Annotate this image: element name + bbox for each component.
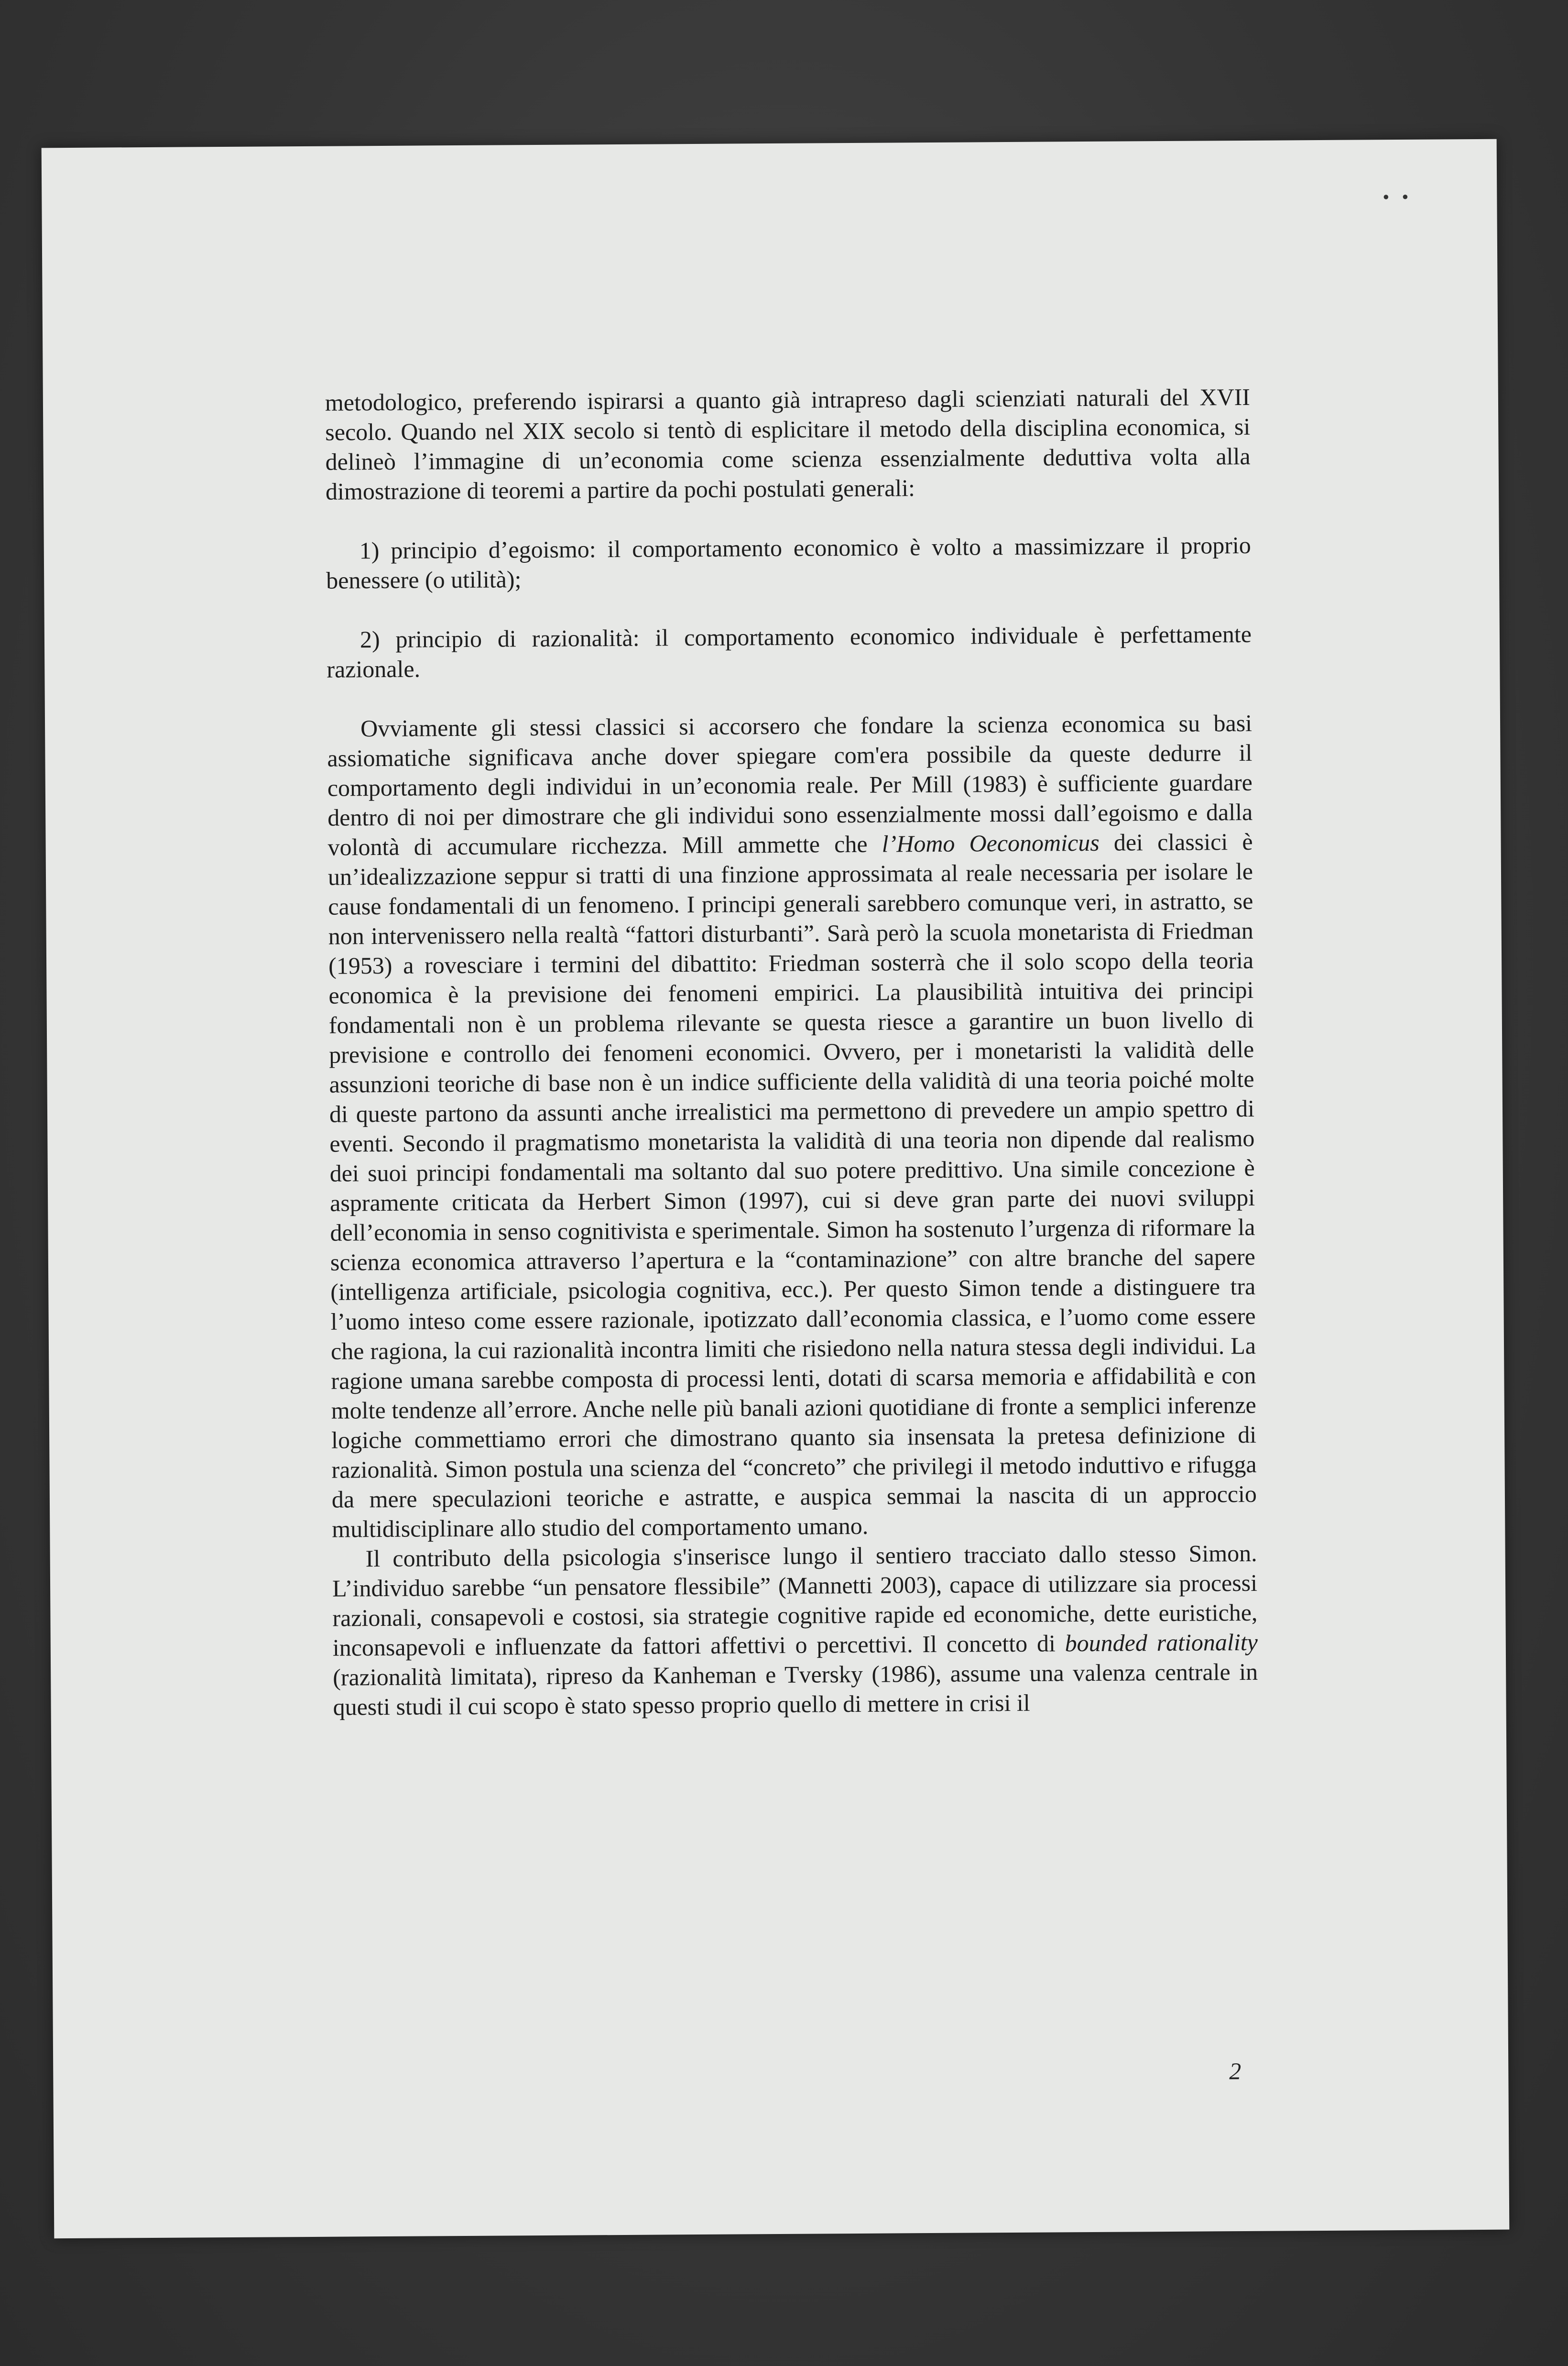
paragraph-text: (razionalità limitata), ripreso da Kanheman e Tversky (1986), assume una valenza centrale in questi studi il cui scopo è stato spesso proprio quello di mettere in crisi il <box>333 1658 1258 1720</box>
italic-term: bounded rationality <box>1065 1628 1258 1657</box>
list-item-egoismo: 1) principio d’egoismo: il comportamento economico è volto a massimizzare il proprio benessere (o utilità); <box>326 531 1251 594</box>
paragraph-psicologia <box>332 1538 1258 1722</box>
body-text <box>325 382 1258 1722</box>
page-number: 2 <box>1229 2058 1241 2085</box>
paragraph-text: Ovviamente gli stessi classici si accorsero che fondare la scienza economica su basi assiomatiche significava anche dover spiegare com'era possibile da queste dedurre il comportamento degli individui in un’economia reale. Per Mill (1983) è sufficiente guardare dentro di noi per dimostrare che gli individui sono essenzialmente mossi dall’egoismo e dalla volontà di accumulare ricchezza. Mill ammette che <box>327 709 1253 861</box>
corner-mark: • • <box>1383 186 1413 208</box>
list-item-razionalita: 2) principio di razionalità: il comportamento economico individuale è perfettamente razionale. <box>327 620 1252 683</box>
paragraph-text: dei classici è un’idealizzazione seppur si tratti di una finzione approssimata al reale necessaria per isolare le cause fondamentali di un fenomeno. I principi generali sarebbero comunque veri, in astratto, se non intervenissero nella realtà “fattori disturbanti”. Sarà però la scuola monetarista di Friedman (1953) a rovesciare i termini del dibattito: Friedman sosterrà che il solo scopo della teoria economica è la previsione dei fenomeni empirici. La plausibilità intuitiva dei principi fondamentali non è un problema rilevante se questa riesce a garantire un buon livello di previsione e controllo dei fenomeni economici. Ovvero, per i monetaristi la validità delle assunzioni teoriche di base non è un indice sufficiente della validità di una teoria poiché molte di queste partono da assunti anche irrealistici ma permettono di prevedere un ampio spettro di eventi. Secondo il pragmatismo monetarista la validità di una teoria non dipende dal realismo dei suoi principi fondamentali ma soltanto dal suo potere predittivo. Una simile concezione è aspramente criticata da Herbert Simon (1997), cui si deve gran parte dei nuovi sviluppi dell’economia in senso cognitivista e sperimentale. Simon ha sostenuto l’urgenza di riformare la scienza economica attraverso l’apertura e la “contaminazione” con altre branche del sapere (intelligenza artificiale, psicologia cognitiva, ecc.). Per questo Simon tende a distinguere tra l’uomo inteso come essere razionale, ipotizzato dall’economia classica, e l’uomo come essere che ragiona, la cui razionalità incontra limiti che risiedono nella natura stessa degli individui. La ragione umana sarebbe composta di processi lenti, dotati di scarsa memoria e affidabilità e con molte tendenze all’errore. Anche nelle più banali azioni quotidiane di fronte a semplici inferenze logiche commettiamo errori che dimostrano quanto sia insensata la pretesa definizione di razionalità. Simon postula una scienza del “concreto” che privilegi il metodo induttivo e rifugga da mere speculazioni teoriche e astratte, e auspica semmai la nascita di un approccio multidisciplinare allo studio del comportamento umano. <box>327 828 1257 1543</box>
paper-sheet <box>42 139 1510 2239</box>
italic-term: l’Homo Oeconomicus <box>882 829 1100 857</box>
paragraph-text: Il contributo della psicologia s'inserisce lungo il sentiero tracciato dallo stesso Simon. L’individuo sarebbe “un pensatore flessibile” (Mannetti 2003), capace di utilizzare sia processi razionali, consapevoli e costosi, sia strategie cognitive rapide ed economiche, dette euristiche, inconsapevoli e influenzate da fattori affettivi o percettivi. Il concetto di <box>332 1539 1258 1661</box>
paragraph-intro: metodologico, preferendo ispirarsi a quanto già intrapreso dagli scienziati naturali del XVII secolo. Quando nel XIX secolo si tentò di esplicitare il metodo della disciplina economica, si delineò l’immagine di un’economia come scienza essenzialmente deduttiva volta alla dimostrazione di teoremi a partire da pochi postulati generali: <box>325 383 1251 505</box>
paragraph-classici <box>327 708 1257 1544</box>
